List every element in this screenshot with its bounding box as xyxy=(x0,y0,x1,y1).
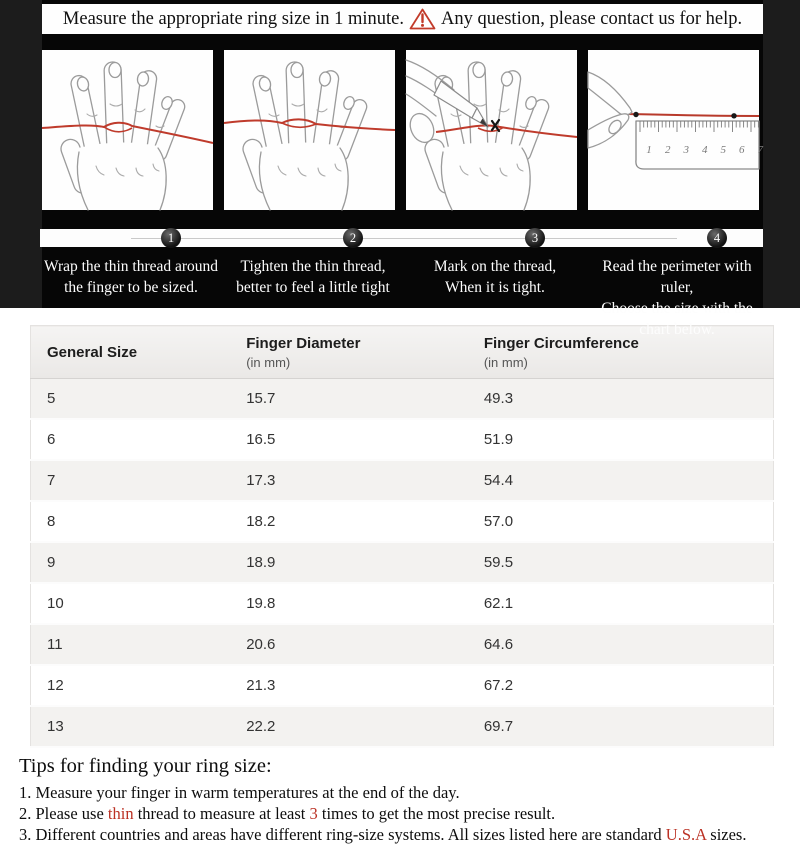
cell-circumference: 59.5 xyxy=(483,554,514,571)
cell-size: 12 xyxy=(47,677,64,694)
cell-size: 8 xyxy=(47,513,56,530)
cell-circumference: 69.7 xyxy=(483,718,514,735)
guide-title-right: Any question, please contact us for help. xyxy=(441,8,743,29)
cell-circumference: 67.2 xyxy=(483,677,514,694)
tip-2-highlight-3: 3 xyxy=(309,804,318,823)
cell-diameter: 18.2 xyxy=(246,513,276,530)
step-4-line2: Choose the size with the chart below. xyxy=(601,300,753,338)
header-finger-circumference-label: Finger Circumference xyxy=(483,334,639,352)
table-row xyxy=(31,542,774,583)
cell-circumference: 62.1 xyxy=(483,595,514,612)
step-3-line2: When it is tight. xyxy=(445,279,545,296)
tip-2 xyxy=(19,803,790,824)
tip-2-highlight-thin: thin xyxy=(107,804,134,823)
table-row xyxy=(31,379,774,420)
step-circle-3: 3 xyxy=(525,228,545,248)
guide-title-bar xyxy=(42,4,763,34)
cell-size: 11 xyxy=(47,636,63,653)
step-4-line1: Read the perimeter with ruler, xyxy=(602,258,752,296)
tips-section xyxy=(0,748,800,845)
cell-circumference: 51.9 xyxy=(483,431,514,448)
cell-size: 5 xyxy=(47,390,56,407)
tip-3-highlight-usa: U.S.A xyxy=(665,825,707,844)
cell-size: 7 xyxy=(47,472,56,489)
hand-thread-tight-icon xyxy=(224,50,395,210)
step-2-line1: Tighten the thin thread, xyxy=(240,258,386,275)
step-timeline xyxy=(40,229,763,247)
step-2-line2: better to feel a little tight xyxy=(236,279,390,296)
table-row xyxy=(31,665,774,706)
ruler-number: 1 xyxy=(646,144,652,156)
tip-2-text: 2. Please use xyxy=(19,804,108,823)
guide-title-left: Measure the appropriate ring size in 1 minute. xyxy=(62,8,405,29)
size-chart-section xyxy=(0,308,800,748)
tip-3 xyxy=(19,824,790,845)
illustration-wrap-thread xyxy=(42,50,213,210)
step-4-description xyxy=(586,256,768,340)
cell-size: 13 xyxy=(47,718,64,735)
cell-circumference: 57.0 xyxy=(483,513,514,530)
tip-3-text: sizes. xyxy=(706,825,747,844)
tip-1: 1. Measure your finger in warm temperatures at the end of the day. xyxy=(19,783,460,802)
table-row xyxy=(31,419,774,460)
tips-title: Tips for finding your ring size: xyxy=(19,755,272,777)
step-2-description xyxy=(222,256,404,340)
cell-size: 9 xyxy=(47,554,56,571)
step-1-line1: Wrap the thin thread around xyxy=(43,258,219,275)
ruler-number: 4 xyxy=(701,144,708,156)
illustration-mark-thread xyxy=(406,50,577,210)
cell-circumference: 49.3 xyxy=(483,390,514,407)
cell-circumference: 64.6 xyxy=(483,636,514,653)
header-finger-diameter-unit: (in mm) xyxy=(246,354,291,370)
tip-2-text: times to get the most precise result. xyxy=(317,804,556,823)
warning-triangle-icon xyxy=(409,7,436,31)
header-finger-circumference-unit: (in mm) xyxy=(483,354,528,370)
table-row xyxy=(31,624,774,665)
cell-diameter: 22.2 xyxy=(246,718,276,735)
table-row xyxy=(31,501,774,542)
step-3-line1: Mark on the thread, xyxy=(433,258,557,275)
header-general-size-label: General Size xyxy=(47,343,138,361)
step-1-line2: the finger to be sized. xyxy=(64,279,198,296)
cell-size: 6 xyxy=(47,431,56,448)
cell-diameter: 15.7 xyxy=(246,390,276,407)
table-row xyxy=(31,583,774,624)
cell-diameter: 21.3 xyxy=(246,677,276,694)
step-circle-1: 1 xyxy=(161,228,181,248)
step-circle-2: 2 xyxy=(343,228,363,248)
illustration-panels xyxy=(42,50,763,210)
ruler-number: 7 xyxy=(757,144,763,156)
hand-thread-icon xyxy=(42,50,213,210)
cell-diameter: 18.9 xyxy=(246,554,276,571)
step-1-description xyxy=(40,256,222,340)
ruler-number: 3 xyxy=(683,144,689,156)
illustration-read-ruler xyxy=(588,50,763,210)
hand-pen-mark-icon xyxy=(406,50,577,210)
ruler-number: 2 xyxy=(664,144,671,156)
tip-2-text: thread to measure at least xyxy=(133,804,310,823)
ruler-thread-icon xyxy=(588,50,763,210)
cell-circumference: 54.4 xyxy=(483,472,514,489)
cell-diameter: 19.8 xyxy=(246,595,276,612)
ruler-number: 6 xyxy=(738,144,745,156)
step-3-description xyxy=(404,256,586,340)
cell-diameter: 16.5 xyxy=(246,431,276,448)
header-finger-diameter-label: Finger Diameter xyxy=(246,334,361,352)
step-circle-4: 4 xyxy=(707,228,727,248)
table-row xyxy=(31,706,774,747)
ruler-number: 5 xyxy=(720,144,726,156)
ring-size-table xyxy=(30,325,774,748)
illustration-tighten-thread xyxy=(224,50,395,210)
measuring-guide-section xyxy=(0,0,800,338)
cell-size: 10 xyxy=(47,595,64,612)
cell-diameter: 20.6 xyxy=(246,636,276,653)
timeline-connector-line xyxy=(131,238,677,240)
table-row xyxy=(31,460,774,501)
tip-3-text: 3. Different countries and areas have different ring-size systems. All sizes listed here are standard xyxy=(19,825,666,844)
step-descriptions xyxy=(40,256,768,340)
cell-diameter: 17.3 xyxy=(246,472,276,489)
